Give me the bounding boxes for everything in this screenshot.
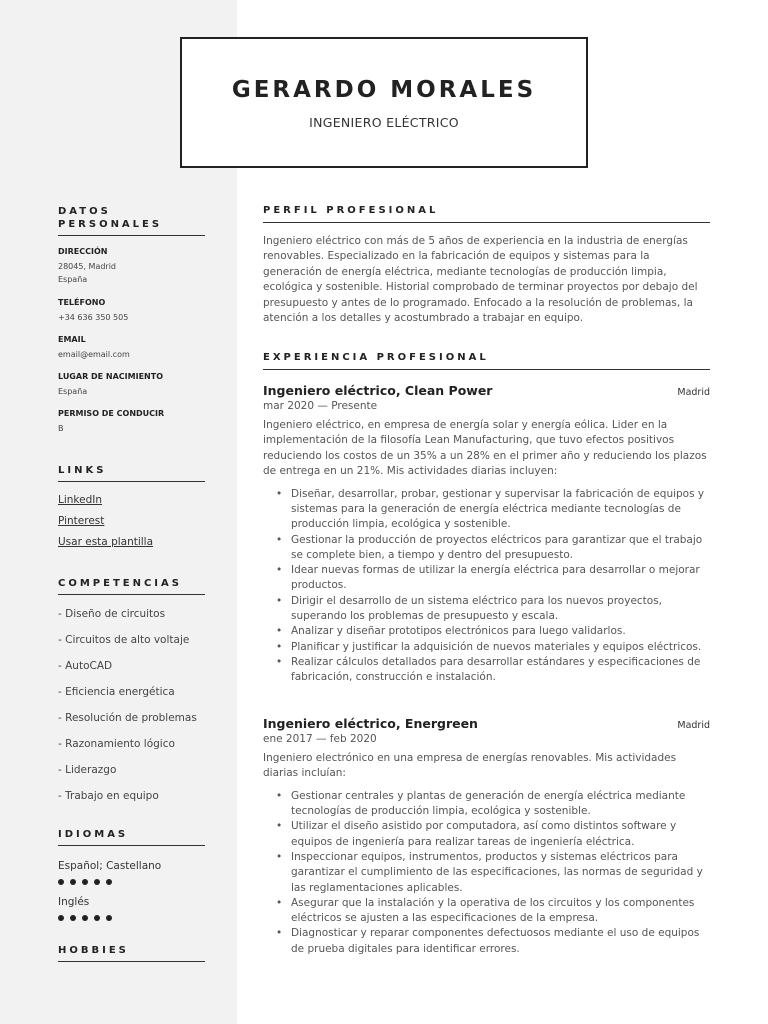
skill-item: - Eficiencia energética <box>58 686 175 698</box>
skill-item: - Razonamiento lógico <box>58 738 175 750</box>
job-bullet-list <box>273 789 710 957</box>
job-bullet: • Inspeccionar equipos, instrumentos, productos y sistemas eléctricos para garantizar el cumplimiento de las especificaciones, las normas de seguridad y las reglamentaciones aplicables. <box>273 850 710 896</box>
skill-item: - Trabajo en equipo <box>58 790 159 802</box>
birthplace-value: España <box>58 387 88 396</box>
experience-title: EXPERIENCIA PROFESIONAL <box>263 351 710 370</box>
level-dot <box>106 915 112 921</box>
candidate-name: GERARDO MORALES <box>231 77 537 103</box>
profile-section <box>263 204 710 326</box>
experience-section <box>263 351 710 685</box>
job-entry <box>263 716 710 957</box>
personal-data-section <box>58 205 205 435</box>
personal-data-title: DATOS PERSONALES <box>58 205 205 236</box>
level-dot <box>70 915 76 921</box>
job-bullet: • Asegurar que la instalación y la operativa de los circuitos y los componentes eléctricos se ajusten a las especificaciones de la empresa. <box>273 896 710 927</box>
address-line2: España <box>58 275 88 284</box>
level-dot <box>94 879 100 885</box>
language-level-dots <box>58 915 205 921</box>
phone-label: TELÉFONO <box>58 298 106 307</box>
profile-title: PERFIL PROFESIONAL <box>263 204 710 223</box>
link-pinterest[interactable]: Pinterest <box>58 515 105 527</box>
languages-section <box>58 828 205 921</box>
candidate-role: INGENIERO ELÉCTRICO <box>309 115 459 130</box>
job-bullet: • Planificar y justificar la adquisición de nuevos materiales y equipos eléctricos. <box>273 640 710 655</box>
job-entry <box>263 383 710 685</box>
address-label: DIRECCIÓN <box>58 247 108 256</box>
job-title: Ingeniero eléctrico, Energreen <box>263 716 478 731</box>
level-dot <box>70 879 76 885</box>
job-description: Ingeniero electrónico en una empresa de energías renovables. Mis actividades diarias incluían: <box>263 752 677 780</box>
level-dot <box>94 915 100 921</box>
license-value: B <box>58 424 64 433</box>
job-location: Madrid <box>677 387 710 398</box>
email-value: email@email.com <box>58 350 130 359</box>
job-bullet: • Realizar cálculos detallados para desarrollar estándares y especificaciones de fabricación, construcción e instalación. <box>273 655 710 686</box>
language-level-dots <box>58 879 205 885</box>
job-title: Ingeniero eléctrico, Clean Power <box>263 383 493 398</box>
skills-title: COMPETENCIAS <box>58 577 205 595</box>
skills-section <box>58 577 205 803</box>
birthplace-label: LUGAR DE NACIMIENTO <box>58 372 163 381</box>
links-section <box>58 464 205 549</box>
language-name: Inglés <box>58 896 90 908</box>
languages-title: IDIOMAS <box>58 828 205 846</box>
job-bullet: • Gestionar centrales y plantas de generación de energía eléctrica mediante tecnologías de producción limpia, ecológica y sostenible. <box>273 789 710 820</box>
links-title: LINKS <box>58 464 205 482</box>
address-line1: 28045, Madrid <box>58 262 117 271</box>
job-bullet: • Diseñar, desarrollar, probar, gestionar y supervisar la fabricación de equipos y sistemas para la generación de energía eléctrica mediante tecnologías de producción limpia, ecológica y sostenible. <box>273 487 710 533</box>
job-bullet: • Dirigir el desarrollo de un sistema eléctrico para los nuevos proyectos, superando los problemas de presupuesto y escala. <box>273 594 710 625</box>
hobbies-section <box>58 944 205 962</box>
link-linkedin[interactable]: LinkedIn <box>58 494 103 506</box>
job-dates: mar 2020 — Presente <box>263 400 378 412</box>
license-label: PERMISO DE CONDUCIR <box>58 409 165 418</box>
job-location: Madrid <box>677 720 710 731</box>
job-bullet: • Analizar y diseñar prototipos electrónicos para luego validarlos. <box>273 624 710 639</box>
skill-item: - AutoCAD <box>58 660 113 672</box>
level-dot <box>58 879 64 885</box>
level-dot <box>82 879 88 885</box>
job-bullet: • Gestionar la producción de proyectos eléctricos para garantizar que el trabajo se complete bien, a tiempo y dentro del presupuesto. <box>273 533 710 564</box>
skill-item: - Liderazgo <box>58 764 117 776</box>
hobbies-title: HOBBIES <box>58 944 205 962</box>
job-bullet: • Diagnosticar y reparar componentes defectuosos mediante el uso de equipos de prueba digitales para identificar errores. <box>273 926 710 957</box>
skill-item: - Diseño de circuitos <box>58 608 166 620</box>
level-dot <box>58 915 64 921</box>
level-dot <box>82 915 88 921</box>
job-bullet-list <box>273 487 710 686</box>
job-bullet: • Idear nuevas formas de utilizar la energía eléctrica para desarrollar o mejorar productos. <box>273 563 710 594</box>
job-dates: ene 2017 — feb 2020 <box>263 733 377 745</box>
profile-text: Ingeniero eléctrico con más de 5 años de experiencia en la industria de energías renovables. Especializado en la fabricación de equipos y sistemas para la generación de energía eléctrica, mediante tecnologías de producción limpia, ecológica y sostenible. Historial comprobado de terminar proyectos por debajo del presupuesto y antes de lo programado. Enfocado a la resolución de problemas, la atención a los detalles y acostumbrado a trabajar en equipo. <box>263 235 698 325</box>
skill-item: - Circuitos de alto voltaje <box>58 634 190 646</box>
language-name: Español; Castellano <box>58 860 162 872</box>
name-header-box <box>180 37 588 168</box>
link-use-template[interactable]: Usar esta plantilla <box>58 536 154 548</box>
phone-value: +34 636 350 505 <box>58 313 129 322</box>
job-description: Ingeniero eléctrico, en empresa de energía solar y energía eólica. Lider en la implementación de la filosofía Lean Manufacturing, que tuvo efectos positivos reduciendo los costos de un 35% a un 28% en el primer año y reduciendo los plazos de entrega en un 21%. Mis actividades diarias incluyen: <box>263 419 707 478</box>
level-dot <box>106 879 112 885</box>
skill-item: - Resolución de problemas <box>58 712 197 724</box>
email-label: EMAIL <box>58 335 86 344</box>
job-bullet: • Utilizar el diseño asistido por computadora, así como distintos software y equipos de ingeniería para realizar tareas de ingeniería eléctrica. <box>273 819 710 850</box>
